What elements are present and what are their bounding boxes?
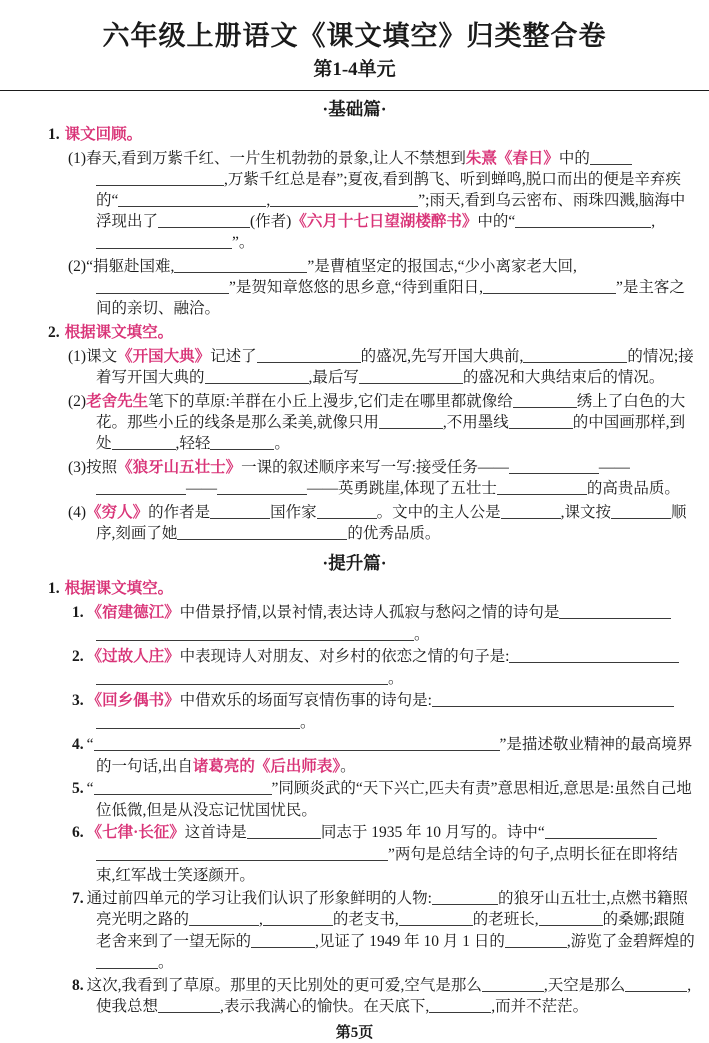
- question-item: [72, 602, 695, 645]
- blank-line: [96, 716, 300, 729]
- text-segment: 记述了: [210, 348, 257, 365]
- text-segment: 的桑娜;跟随老舍来到了一望无际的: [96, 911, 685, 950]
- document-header: [14, 20, 695, 82]
- question-item: [72, 646, 695, 689]
- text-segment: 绣上了白色的大花。那些小丘的线条是那么柔美,就像只用: [96, 393, 686, 431]
- blank-line: [432, 694, 674, 707]
- text-segment: 。: [340, 757, 356, 775]
- text-segment: ,最后写: [308, 369, 359, 386]
- question-label: 根据课文填空。: [64, 324, 174, 341]
- text-segment: ”是描述敬业精神的最高境界的一句话,出自: [96, 736, 693, 775]
- text-segment: (作者): [250, 213, 292, 230]
- accent-text: 《回乡偶书》: [86, 692, 180, 709]
- blank-line: [257, 350, 361, 363]
- blank-line: [263, 913, 333, 926]
- text-segment: 国作家: [270, 504, 317, 521]
- text-segment: ——英勇跳崖,体现了五壮士: [307, 480, 497, 497]
- text-segment: 的中国画那样,到处: [96, 414, 686, 452]
- accent-text: 《狼牙山五壮士》: [117, 459, 242, 476]
- blank-line: [432, 892, 498, 905]
- text-segment: 6.: [72, 824, 84, 841]
- blank-line: [96, 848, 388, 861]
- blank-line: [189, 913, 259, 926]
- blank-line: [251, 935, 315, 948]
- accent-text: 《宿建德江》: [86, 604, 180, 621]
- accent-text: 老舍先生: [86, 393, 149, 410]
- question-item: [72, 690, 695, 733]
- blank-line: [96, 236, 232, 249]
- blank-line: [515, 215, 651, 228]
- page-number: 第5页: [335, 1024, 374, 1041]
- text-segment: 。文中的主人公是: [376, 504, 501, 521]
- question-item: [68, 457, 695, 499]
- blank-line: [205, 371, 309, 384]
- section-heading: ·提升篇·: [322, 553, 387, 573]
- question-label: 课文回顾。: [64, 126, 143, 143]
- blank-line: [96, 281, 229, 294]
- blank-line: [509, 416, 573, 429]
- text-segment: ,轻轻: [175, 435, 211, 452]
- blank-line: [210, 437, 274, 450]
- text-segment: 顺序,刻画了她: [96, 504, 687, 542]
- page-subtitle: 第1-4单元: [313, 59, 396, 80]
- text-segment: 的优秀品质。: [347, 525, 441, 542]
- text-segment: (1): [68, 150, 87, 167]
- question-item: [72, 822, 695, 887]
- text-segment: ,: [259, 911, 263, 928]
- accent-text: 朱熹《春日》: [465, 150, 559, 167]
- blank-line: [158, 215, 250, 228]
- question-item: [68, 148, 695, 253]
- text-segment: (4): [68, 504, 87, 521]
- text-segment: ,万紫千红总是春”;夏夜,看到鹊飞、听到蝉鸣,脱口而出的便是辛弃疾的“: [96, 171, 681, 209]
- text-segment: ”;雨天,看到乌云密布、雨珠四溅,脑海中浮现出了: [96, 192, 686, 230]
- blank-line: [625, 979, 687, 992]
- text-segment: 的老支书,: [332, 911, 399, 928]
- text-segment: 的作者是: [148, 504, 211, 521]
- text-segment: ,使我总想: [96, 976, 692, 1015]
- text-segment: 课文: [86, 348, 118, 365]
- blank-line: [509, 461, 599, 474]
- text-segment: 2.: [72, 648, 84, 665]
- text-segment: (1): [68, 348, 87, 365]
- text-segment: ,不用墨线: [442, 414, 509, 431]
- text-segment: ”同顾炎武的“天下兴亡,匹夫有责”意思相近,意思是:虽然自己地位低微,但是从没忘记忧国忧民。: [96, 780, 692, 819]
- blank-line: [177, 527, 347, 540]
- text-segment: ,课文按: [560, 504, 612, 521]
- question-heading: [48, 578, 695, 599]
- blank-line: [523, 350, 627, 363]
- blank-line: [247, 826, 321, 839]
- text-segment: ,天空是那么: [543, 976, 626, 994]
- text-segment: ”两句是总结全诗的句子,点明长征在即将结束,红军战士笑逐颜开。: [96, 845, 678, 884]
- text-segment: ,表示我满心的愉快。在天底下,: [220, 998, 430, 1015]
- text-segment: 4.: [72, 736, 84, 753]
- accent-text: 《开国大典》: [117, 348, 211, 365]
- text-segment: ”是主客之间的亲切、融洽。: [96, 279, 685, 317]
- question-item: [68, 391, 695, 454]
- blank-line: [505, 935, 567, 948]
- text-segment: 。: [158, 954, 174, 971]
- blank-line: [482, 979, 544, 992]
- text-segment: ,: [651, 213, 656, 230]
- header-divider: [0, 90, 709, 91]
- question-item: [72, 734, 695, 777]
- text-segment: ,而并不茫茫。: [491, 998, 589, 1015]
- accent-text: 《七律·长征》: [86, 824, 185, 841]
- text-segment: 7.: [72, 889, 84, 907]
- blank-line: [96, 628, 414, 641]
- blank-line: [96, 173, 224, 186]
- text-segment: ——: [598, 459, 630, 476]
- text-segment: 1.: [72, 604, 84, 621]
- text-segment: 这次,我看到了草原。那里的天比别处的更可爱,空气是那么: [86, 976, 482, 994]
- blank-line: [611, 506, 671, 519]
- blank-line: [559, 606, 671, 619]
- blank-line: [217, 482, 307, 495]
- text-segment: (2): [68, 393, 87, 410]
- blank-line: [94, 738, 500, 751]
- blank-line: [509, 650, 679, 663]
- text-segment: ”是贺知章悠悠的思乡意,“待到重阳日,: [229, 279, 484, 296]
- question-block: [48, 322, 695, 544]
- text-segment: 。: [414, 625, 430, 643]
- blank-line: [539, 913, 603, 926]
- blank-line: [497, 482, 587, 495]
- text-segment: “: [86, 736, 94, 753]
- question-number: 1.: [48, 580, 60, 597]
- text-segment: 中表现诗人对朋友、对乡村的依恋之情的句子是:: [179, 648, 510, 665]
- blank-line: [210, 506, 270, 519]
- text-segment: 5.: [72, 780, 84, 797]
- text-segment: 这首诗是: [184, 824, 247, 841]
- blank-line: [118, 194, 266, 207]
- text-segment: 笔下的草原:羊群在小丘上漫步,它们走在哪里都就像给: [148, 393, 513, 410]
- text-segment: 同志于 1935 年 10 月写的。诗中“: [320, 824, 545, 841]
- section: [14, 98, 695, 544]
- blank-line: [96, 672, 388, 685]
- text-segment: ”是曹植坚定的报国志,“少小离家老大回,: [307, 258, 577, 275]
- text-segment: 。: [274, 435, 290, 452]
- question-number: 2.: [48, 324, 60, 341]
- blank-line: [359, 371, 463, 384]
- blank-line: [399, 913, 473, 926]
- text-segment: 的盛况,先写开国大典前,: [360, 348, 524, 365]
- blank-line: [545, 826, 657, 839]
- blank-line: [483, 281, 616, 294]
- text-segment: ,游览了金碧辉煌的: [566, 932, 695, 950]
- blank-line: [317, 506, 377, 519]
- blank-line: [501, 506, 561, 519]
- text-segment: 中的: [558, 150, 590, 167]
- question-item: [72, 888, 695, 974]
- text-segment: 中借景抒情,以景衬情,表达诗人孤寂与愁闷之情的诗句是: [179, 604, 560, 621]
- text-segment: 的老班长,: [472, 911, 539, 928]
- text-segment: 的高贵品质。: [586, 480, 680, 497]
- text-segment: (2): [68, 258, 87, 275]
- question-item: [68, 502, 695, 544]
- blank-line: [513, 395, 577, 408]
- section-heading: ·基础篇·: [322, 99, 387, 119]
- text-segment: 。: [388, 669, 404, 687]
- text-segment: 按照: [86, 459, 118, 476]
- text-segment: “: [86, 780, 94, 797]
- blank-line: [429, 1000, 491, 1013]
- document-body: [14, 98, 695, 1018]
- blank-line: [94, 782, 272, 795]
- question-heading: [48, 322, 695, 343]
- text-segment: 通过前四单元的学习让我们认识了形象鲜明的人物:: [86, 889, 432, 907]
- text-segment: ,: [266, 192, 271, 209]
- text-segment: 8.: [72, 976, 84, 994]
- text-segment: ——: [186, 480, 217, 497]
- text-segment: 的盛况和大典结束后的情况。: [462, 369, 665, 386]
- blank-line: [112, 437, 176, 450]
- blank-line: [96, 482, 186, 495]
- text-segment: ”。: [232, 234, 255, 251]
- accent-text: 《穷人》: [86, 504, 149, 521]
- text-segment: 的狼牙山五壮士,点燃书籍照亮光明之路的: [96, 889, 688, 928]
- blank-line: [158, 1000, 220, 1013]
- text-segment: ,见证了 1949 年 10 月 1 日的: [315, 932, 505, 950]
- text-segment: 中借欢乐的场面写哀情伤事的诗句是:: [179, 692, 432, 709]
- blank-line: [96, 956, 158, 969]
- question-item: [72, 778, 695, 821]
- question-item: [72, 975, 695, 1018]
- text-segment: 。: [300, 713, 316, 731]
- blank-line: [590, 152, 632, 165]
- blank-line: [379, 416, 443, 429]
- accent-text: 《六月十七日望湖楼醉书》: [291, 213, 478, 230]
- question-block: [48, 124, 695, 319]
- blank-line: [270, 194, 418, 207]
- text-segment: (3): [68, 459, 87, 476]
- question-label: 根据课文填空。: [64, 580, 174, 597]
- text-segment: 春天,看到万紫千红、一片生机勃勃的景象,让人不禁想到: [86, 150, 466, 167]
- question-item: [68, 346, 695, 388]
- question-heading: [48, 124, 695, 145]
- question-item: [68, 256, 695, 319]
- text-segment: 3.: [72, 692, 84, 709]
- accent-text: 《过故人庄》: [86, 648, 180, 665]
- text-segment: 的情况;接着写开国大典的: [96, 348, 694, 386]
- blank-line: [174, 260, 307, 273]
- accent-text: 诸葛亮的《后出师表》: [192, 757, 341, 775]
- text-segment: 一课的叙述顺序来写一写:接受任务——: [241, 459, 509, 476]
- section: [14, 552, 695, 1018]
- text-segment: “捐躯赴国难,: [86, 258, 175, 275]
- question-block: [48, 578, 695, 1018]
- text-segment: 中的“: [477, 213, 516, 230]
- page-title: 六年级上册语文《课文填空》归类整合卷: [102, 21, 607, 51]
- question-number: 1.: [48, 126, 60, 143]
